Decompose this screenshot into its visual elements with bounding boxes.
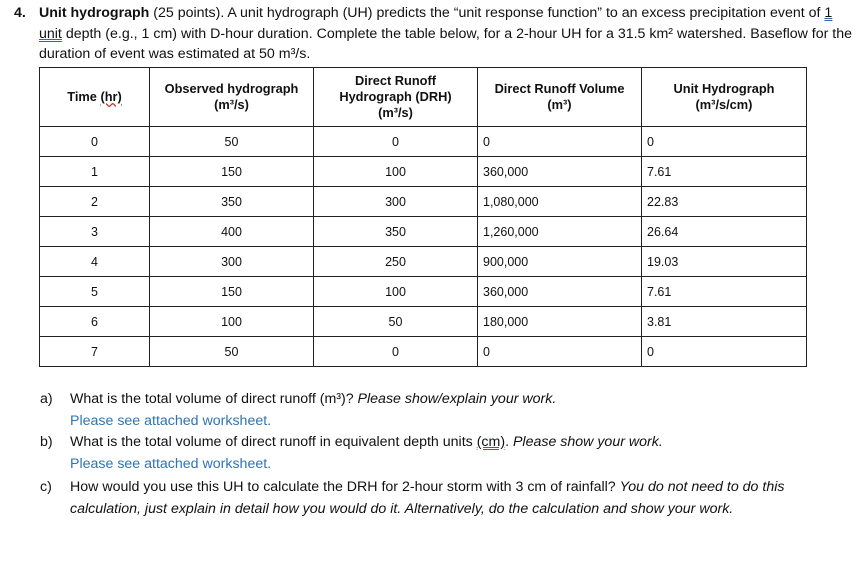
problem-number: 4. — [14, 5, 26, 21]
cell-time: 0 — [40, 127, 150, 157]
cell-observed: 300 — [150, 247, 314, 277]
question-list — [40, 389, 840, 520]
hydrograph-table — [39, 67, 807, 367]
question-a — [40, 389, 840, 411]
table-row — [40, 247, 807, 277]
question-b-text: What is the total volume of direct runoff in equivalent depth units (cm). Please show your work. — [70, 434, 663, 450]
table-row — [40, 157, 807, 187]
cell-volume: 0 — [478, 337, 642, 367]
cell-time: 5 — [40, 277, 150, 307]
problem-text-2: depth (e.g., 1 cm) with D-hour duration. Complete the table below, for a 2-hour UH for a 31.5 km² watershed. Baseflow for the duration of event was estimated at 50 m³/s. — [39, 25, 853, 62]
header-time: Time (hr) — [40, 68, 150, 127]
question-c — [40, 477, 840, 520]
cell-volume: 1,080,000 — [478, 187, 642, 217]
question-b-label: b) — [40, 434, 53, 450]
table-row — [40, 337, 807, 367]
cell-drh: 0 — [314, 337, 478, 367]
cell-drh: 100 — [314, 277, 478, 307]
problem-title: Unit hydrograph — [39, 5, 150, 21]
question-a-text: What is the total volume of direct runoff (m³)? Please show/explain your work. — [70, 391, 557, 407]
header-volume: Direct Runoff Volume (m³) — [478, 68, 642, 127]
cell-observed: 100 — [150, 307, 314, 337]
cell-uh: 19.03 — [642, 247, 807, 277]
cell-drh: 250 — [314, 247, 478, 277]
cell-volume: 900,000 — [478, 247, 642, 277]
cell-observed: 50 — [150, 337, 314, 367]
cell-uh: 7.61 — [642, 157, 807, 187]
header-observed: Observed hydrograph (m³/s) — [150, 68, 314, 127]
cell-uh: 0 — [642, 337, 807, 367]
table-row — [40, 277, 807, 307]
cell-time: 2 — [40, 187, 150, 217]
cell-drh: 350 — [314, 217, 478, 247]
cell-time: 7 — [40, 337, 150, 367]
cell-volume: 1,260,000 — [478, 217, 642, 247]
question-c-text: How would you use this UH to calculate the DRH for 2-hour storm with 3 cm of rainfall? You do not need to do this calculation, just explain in detail how you would do it. Alternatively, do the calculation and show your work. — [70, 479, 785, 517]
problem-paragraph — [14, 3, 854, 65]
cell-uh: 22.83 — [642, 187, 807, 217]
cell-uh: 0 — [642, 127, 807, 157]
table-row — [40, 307, 807, 337]
problem-underlined: 1 unit — [39, 5, 833, 42]
cell-observed: 400 — [150, 217, 314, 247]
cell-volume: 180,000 — [478, 307, 642, 337]
cell-uh: 7.61 — [642, 277, 807, 307]
table-row — [40, 217, 807, 247]
cell-observed: 350 — [150, 187, 314, 217]
cell-uh: 26.64 — [642, 217, 807, 247]
cell-volume: 0 — [478, 127, 642, 157]
cell-drh: 100 — [314, 157, 478, 187]
question-b — [40, 432, 840, 454]
question-a-label: a) — [40, 391, 53, 407]
cell-drh: 0 — [314, 127, 478, 157]
cell-time: 4 — [40, 247, 150, 277]
question-c-label: c) — [40, 479, 52, 495]
cell-observed: 150 — [150, 277, 314, 307]
table-header-row — [40, 68, 807, 127]
problem-statement — [14, 3, 854, 65]
cell-volume: 360,000 — [478, 277, 642, 307]
cell-drh: 300 — [314, 187, 478, 217]
cell-observed: 150 — [150, 157, 314, 187]
table-row — [40, 127, 807, 157]
cell-time: 1 — [40, 157, 150, 187]
cell-volume: 360,000 — [478, 157, 642, 187]
problem-text-1: (25 points). A unit hydrograph (UH) predicts the “unit response function” to an excess precipitation event of — [149, 5, 825, 21]
header-drh: Direct Runoff Hydrograph (DRH) (m³/s) — [314, 68, 478, 127]
header-unit-hydrograph: Unit Hydrograph (m³/s/cm) — [642, 68, 807, 127]
cell-drh: 50 — [314, 307, 478, 337]
cell-uh: 3.81 — [642, 307, 807, 337]
cell-observed: 50 — [150, 127, 314, 157]
answer-a: Please see attached worksheet. — [70, 412, 272, 429]
cell-time: 3 — [40, 217, 150, 247]
cell-time: 6 — [40, 307, 150, 337]
table-row — [40, 187, 807, 217]
answer-b: Please see attached worksheet. — [70, 455, 272, 472]
